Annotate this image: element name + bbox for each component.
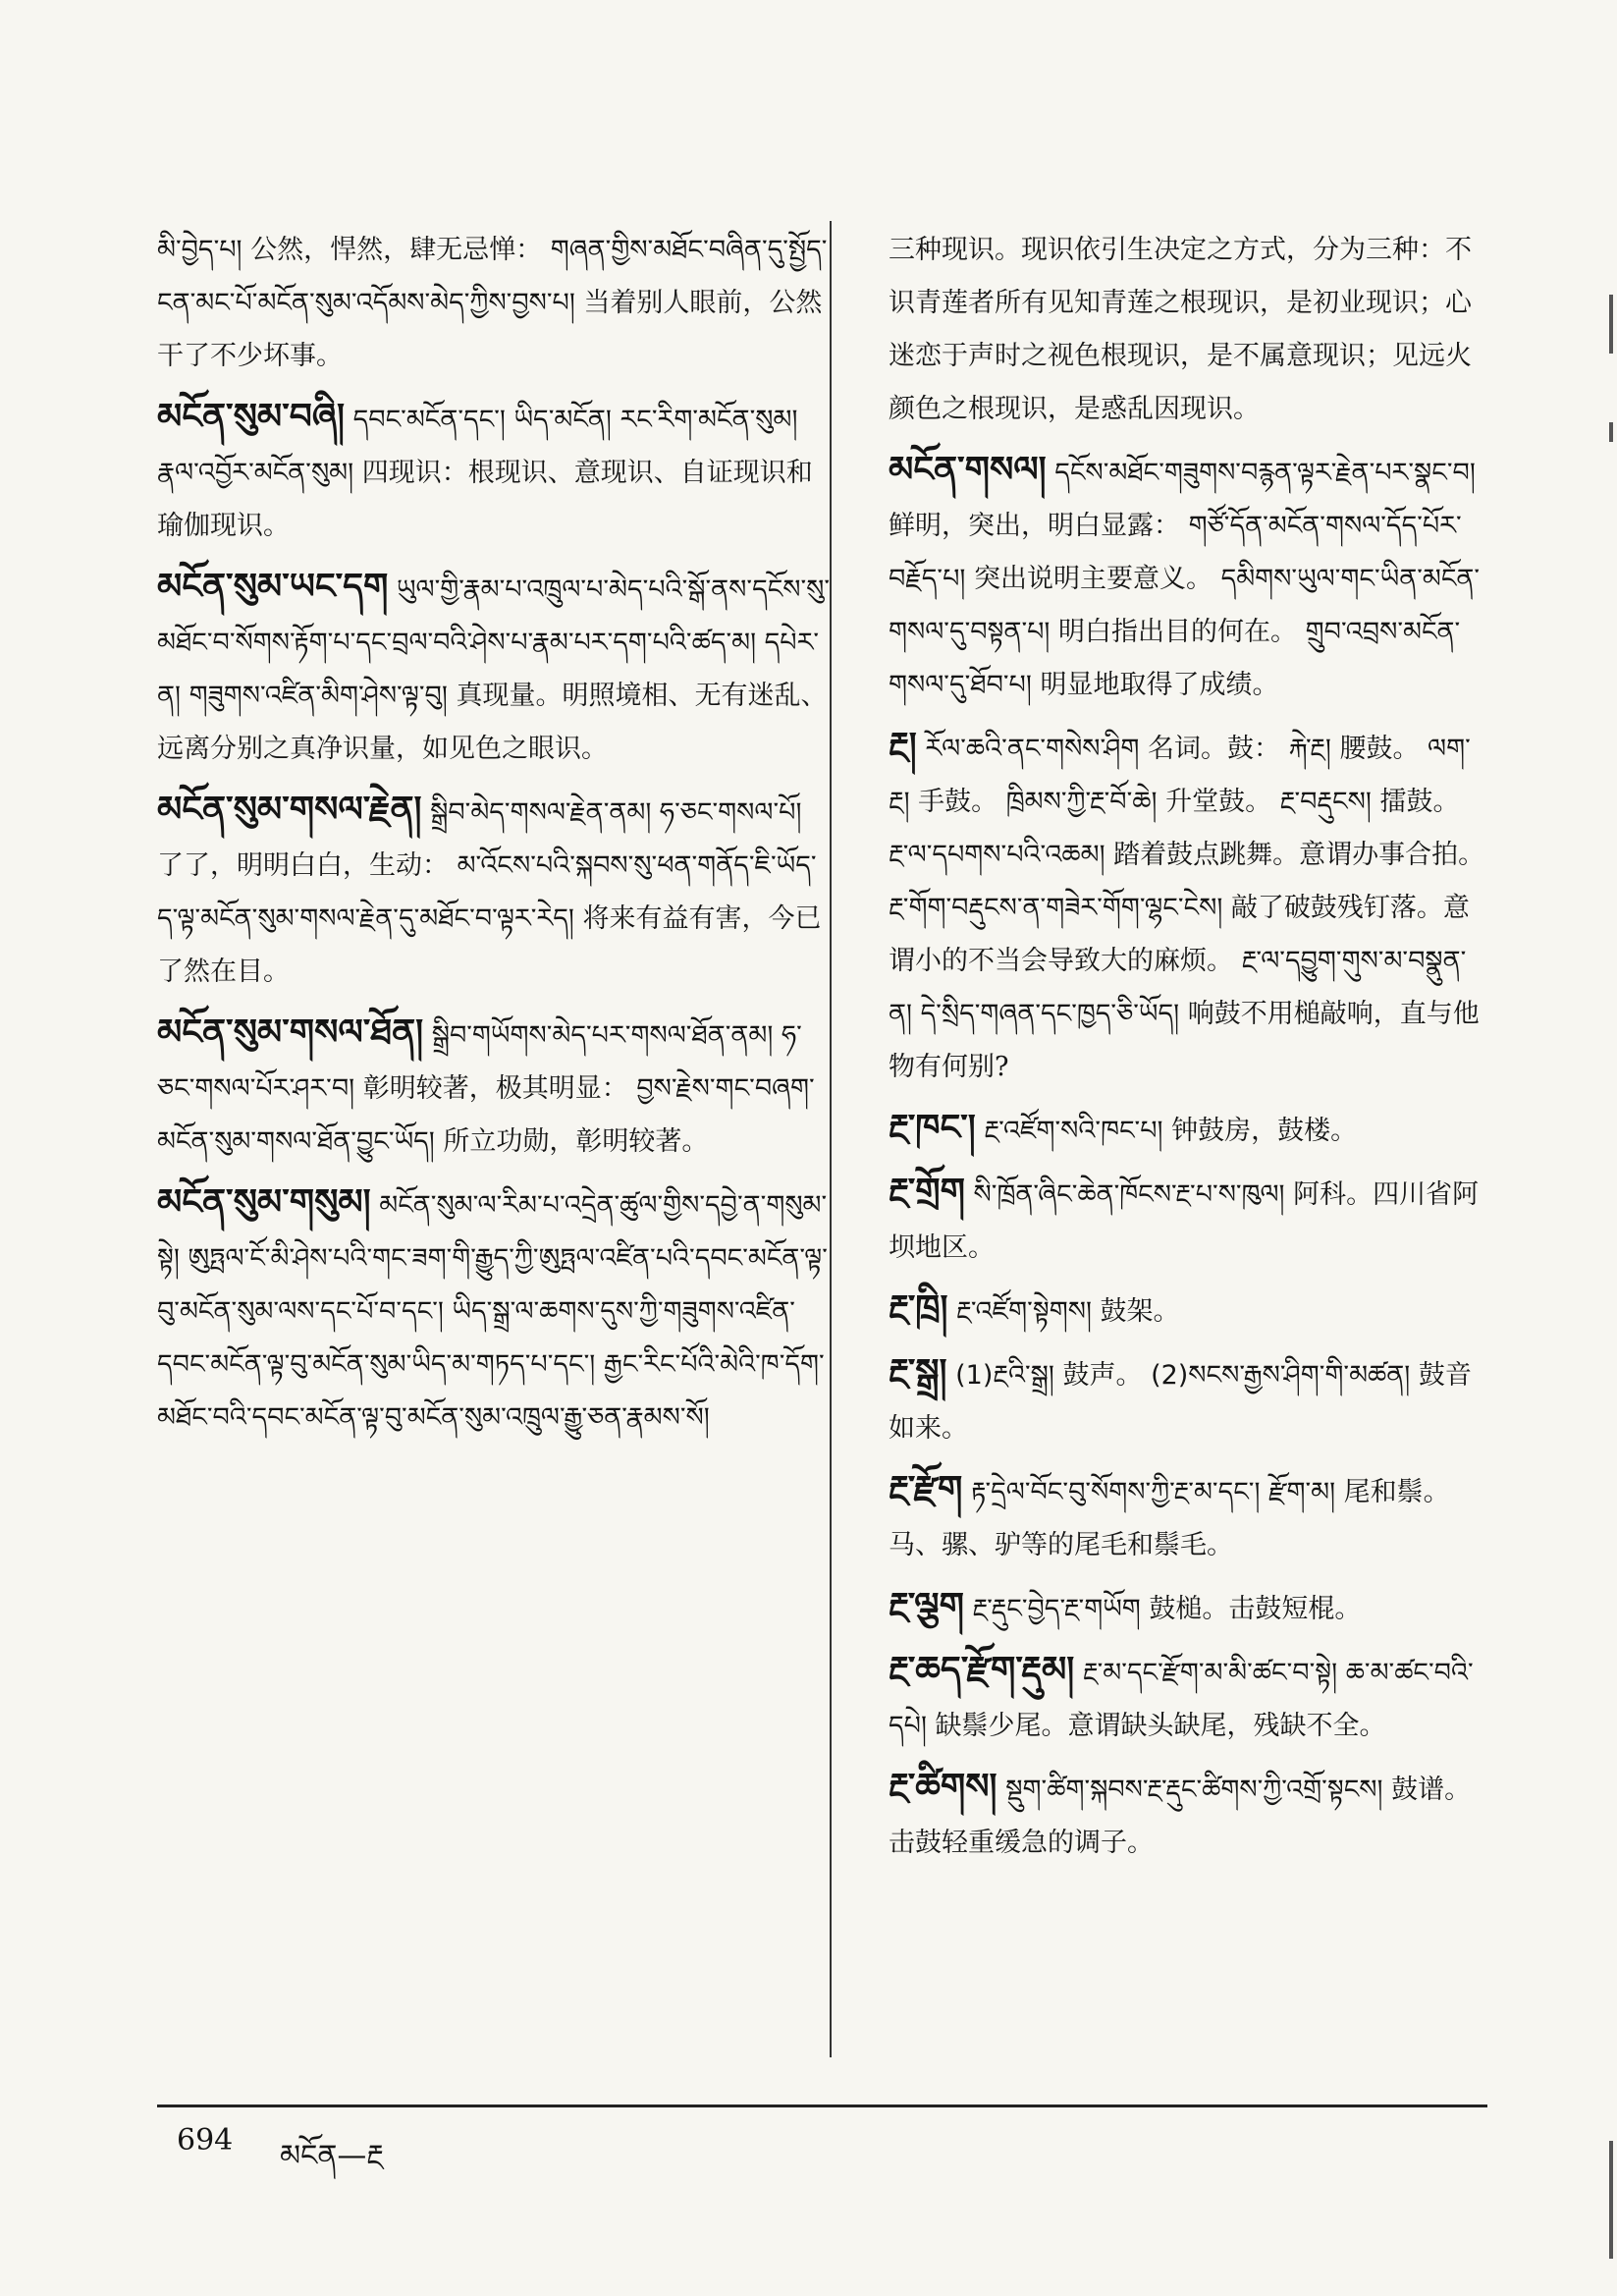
entry-tibetan-definition: (1)རྔའི་སྒྲ། <box>955 1360 1054 1391</box>
entry-example-tibetan: རྔ་བརྡུངས། <box>1279 787 1372 817</box>
entry-headword: རྔ། <box>889 726 917 766</box>
entry-example-chinese: 擂鼓。 <box>1379 787 1460 817</box>
entry-example-tibetan: ལག་རྔ། <box>889 734 1471 817</box>
entry-headword: མངོན་སུམ་བཞི། <box>157 397 346 437</box>
entry-chinese-definition: 名词。鼓： <box>1147 734 1280 764</box>
entry-tibetan-definition: ཡུལ་གྱི་རྣམ་པ་འཁྲུལ་པ་མེད་པའི་སྒོ་ནས་དངོས་སུ་མཐོང་བ་སོགས་རྟོག་པ་དང་བྲལ་བའི་ཤེས་པ་རྣམ་པར་དག་པའི་ཚད་མ། དཔེར་ན། གཟུགས་འཛིན་མིག་ཤེས་ལྟ་བུ། <box>157 574 831 711</box>
dictionary-entry <box>889 1346 1487 1455</box>
dictionary-entry <box>889 1102 1487 1158</box>
dictionary-entry <box>157 1007 835 1169</box>
dictionary-entry <box>889 1166 1487 1275</box>
entry-example-tibetan: མ་འོངས་པའི་སྐབས་སུ་ཕན་གནོད་ཇི་ཡོད་ད་ལྟ་མངོན་སུམ་གསལ་རྗེན་དུ་མཐོང་བ་ལྟར་རེད། <box>157 850 817 934</box>
running-head: མངོན—རྔ <box>280 2139 384 2173</box>
scan-mark <box>1609 2141 1613 2259</box>
dictionary-entry <box>889 1580 1487 1636</box>
entry-example-chinese: 踏着鼓点跳舞。意谓办事合拍。 <box>1113 840 1485 870</box>
entry-tibetan-definition: རྟ་དྲེལ་བོང་བུ་སོགས་ཀྱི་རྔ་མ་དང་། རྫོག་མ། <box>970 1477 1336 1507</box>
entry-example-chinese: 腰鼓。 <box>1339 734 1420 764</box>
entry-chinese-definition: 鼓架。 <box>1100 1296 1180 1327</box>
dictionary-entry <box>157 391 835 553</box>
entry-headword: མངོན་སུམ་གསལ་རྗེན། <box>157 790 422 830</box>
left-column <box>157 224 835 1452</box>
entry-chinese-definition: 鲜明，突出，明白显露： <box>889 511 1180 541</box>
entry-example-chinese: 鼓音如来。 <box>889 1360 1472 1444</box>
entry-example-tibetan: བྱས་རྗེས་གང་བཞག་མངོན་སུམ་གསལ་ཐོན་བྱུང་ཡོད། <box>157 1073 815 1157</box>
entry-example-chinese: 所立功勋，彰明较著。 <box>443 1126 709 1157</box>
dictionary-entry <box>889 444 1487 712</box>
entry-chinese-definition: 彰明较著，极其明显： <box>362 1073 628 1104</box>
entry-tibetan-definition: སྡུག་ཚིག་སྐབས་རྔ་རྡུང་ཚིགས་ཀྱི་འགྲོ་སྟངས། <box>1005 1775 1383 1805</box>
page-number: 694 <box>177 2123 234 2158</box>
entry-headword: རྔ་ཆད་རྫོག་རྡུམ། <box>889 1650 1075 1690</box>
continued-tibetan: མི་བྱེད་པ། <box>157 235 243 265</box>
entry-tibetan-definition: སི་ཁྲོན་ཞིང་ཆེན་ཁོངས་རྔ་པ་ས་ཁུལ། <box>973 1179 1285 1210</box>
entry-headword: མངོན་སུམ་གསལ་ཐོན། <box>157 1012 424 1053</box>
continued-entry <box>889 224 1487 436</box>
entry-tibetan-definition: སྒྲིབ་གཡོགས་མེད་པར་གསལ་ཐོན་ནམ། ཧ་ཅང་གསལ་པོར་ཤར་བ། <box>157 1020 802 1104</box>
continued-example-chinese: 当着别人眼前，公然干了不少坏事。 <box>157 288 823 371</box>
dictionary-entry <box>157 561 835 776</box>
dictionary-entry <box>157 784 835 999</box>
entry-tibetan-definition: མངོན་སུམ་ལ་རིམ་པ་འདྲེན་ཚུལ་གྱིས་དབྱེ་ན་གསུམ་སྟེ། ཨུཏྤལ་ངོ་མི་ཤེས་པའི་གང་ཟག་གི་རྒྱུད་ཀྱི་ཨུཏྤལ་འཛིན་པའི་དབང་མངོན་ལྟ་བུ་མངོན་སུམ་ལས་དང་པོ་བ་དང་། ཡིད་སྒྲ་ལ་ཆགས་དུས་ཀྱི་གཟུགས་འཛིན་དབང་མངོན་ལྟ་བུ་མངོན་སུམ་ཡིད་མ་གཏད་པ་དང་། རྒྱང་རིང་པོའི་མེའི་ཁ་དོག་མཐོང་བའི་དབང་མངོན་ལྟ་བུ་མངོན་སུམ་འཁྲུལ་རྒྱུ་ཅན་རྣམས་སོ། <box>157 1190 828 1433</box>
dictionary-entry <box>889 720 1487 1094</box>
footer-rule <box>157 2105 1487 2107</box>
entry-example-chinese: 将来有益有害，今已了然在目。 <box>157 903 822 987</box>
entry-tibetan-definition: རྔ་འཛོག་སའི་ཁང་པ། <box>984 1116 1163 1146</box>
entry-example-tibetan: གྲུབ་འབྲས་མངོན་གསལ་དུ་ཐོབ་པ། <box>889 617 1461 700</box>
entry-example-chinese: 突出说明主要意义。 <box>973 564 1213 594</box>
entry-headword: རྔ་ཁང་། <box>889 1108 976 1148</box>
continued-chinese: 公然，悍然，肆无忌惮： <box>250 235 543 265</box>
entry-example-chinese: 手鼓。 <box>918 787 998 817</box>
entry-headword: མངོན་སུམ་ཡང་དག <box>157 567 389 607</box>
entry-example-tibetan: དམིགས་ཡུལ་གང་ཡིན་མངོན་གསལ་དུ་བསྟན་པ། <box>889 564 1481 647</box>
entry-tibetan-definition: རོལ་ཆའི་ནང་གསེས་ཤིག <box>925 734 1140 764</box>
entry-headword: རྔ་ཁྲི། <box>889 1288 948 1329</box>
entry-chinese-definition: 四现识：根现识、意现识、自证现识和瑜伽现识。 <box>157 458 813 541</box>
entry-chinese-definition: 鼓谱。击鼓轻重缓急的调子。 <box>889 1775 1472 1858</box>
entry-headword: རྔ་ཚིགས། <box>889 1767 997 1807</box>
dictionary-entry <box>889 1463 1487 1572</box>
entry-headword: རྔ་གྲོག <box>889 1172 965 1212</box>
entry-chinese-definition: 真现量。明照境相、无有迷乱、远离分别之真净识量，如见色之眼识。 <box>157 681 828 764</box>
entry-tibetan-definition: དངོས་མཐོང་གཟུགས་བརྙན་ལྟར་རྗེན་པར་སྣང་བ། <box>1054 458 1476 488</box>
scan-mark <box>1609 295 1613 354</box>
entry-headword: རྔ་རྫོག <box>889 1469 963 1509</box>
entry-example-tibetan: གཙོ་དོན་མངོན་གསལ་དོད་པོར་བརྗོད་པ། <box>889 511 1462 594</box>
entry-example-chinese: 明显地取得了成绩。 <box>1040 670 1279 700</box>
entry-tibetan-definition: དབང་མངོན་དང་། ཡིད་མངོན། རང་རིག་མངོན་སུམ། རྣལ་འབྱོར་མངོན་སུམ། <box>157 405 798 488</box>
entry-example-chinese: 敲了破鼓残钉落。意谓小的不当会导致大的麻烦。 <box>889 893 1470 976</box>
right-column <box>889 224 1487 1878</box>
entry-tibetan-definition: རྔ་འཛོག་སྟེགས། <box>956 1296 1092 1327</box>
entry-example-tibetan: རྔ་ལ་དབྱུག་གུས་མ་བསྣུན་ན། དེ་སྲིད་གཞན་དང་ཁྱད་ཅི་ཡོད། <box>889 946 1467 1029</box>
entry-example-tibetan: རྐེ་རྔ། <box>1288 734 1331 764</box>
entry-headword: རྔ་སྒྲ། <box>889 1352 947 1393</box>
entry-chinese-definition: 钟鼓房，鼓楼。 <box>1171 1116 1358 1146</box>
entry-example-tibetan: ཁྲིམས་ཀྱི་རྔ་བོ་ཆེ། <box>1005 787 1158 817</box>
entry-chinese-definition: 阿科。四川省阿坝地区。 <box>889 1179 1480 1263</box>
entry-tibetan-definition: རྔ་རྡུང་བྱེད་རྔ་གཡོག <box>972 1594 1141 1624</box>
scan-mark <box>1609 422 1613 442</box>
entry-example-tibetan: རྔ་གོག་བརྡུངས་ན་གཟེར་གོག་ལྷང་ངེས། <box>889 893 1223 923</box>
entry-chinese-definition: 鼓槌。击鼓短棍。 <box>1149 1594 1362 1624</box>
continued-example-tibetan: གཞན་གྱིས་མཐོང་བཞིན་དུ་སྤྱོད་ངན་མང་པོ་མངོན་སུམ་འདོམས་མེད་ཀྱིས་བྱས་པ། <box>157 235 828 318</box>
entry-tibetan-definition: རྔ་མ་དང་རྫོག་མ་མི་ཚང་བ་སྟེ། ཆ་མ་ཚང་བའི་དཔེ། <box>889 1658 1474 1741</box>
entry-headword: མངོན་གསལ། <box>889 450 1047 490</box>
entry-example-chinese: 升堂鼓。 <box>1165 787 1272 817</box>
scan-edge-marks <box>1607 0 1613 2296</box>
dictionary-entry <box>889 1283 1487 1339</box>
dictionary-entry <box>889 1644 1487 1753</box>
dictionary-entry <box>889 1761 1487 1870</box>
entry-example-tibetan: རྔ་ལ་དཔགས་པའི་འཆམ། <box>889 840 1105 870</box>
entry-chinese-definition: 了了，明明白白，生动： <box>157 850 449 881</box>
entry-example-chinese: 响鼓不用槌敲响，直与他物有何别? <box>889 999 1480 1082</box>
continued-chinese: 三种现识。现识依引生决定之方式，分为三种：不识青莲者所有见知青莲之根现识，是初业现识；心迷恋于声时之视色根现识，是不属意现识；见远火颜色之根现识，是惑乱因现识。 <box>889 235 1472 424</box>
column-divider <box>830 221 832 2057</box>
entry-chinese-definition: 缺鬃少尾。意谓缺头缺尾，残缺不全。 <box>935 1711 1386 1741</box>
entry-tibetan-definition: སྒྲིབ་མེད་གསལ་རྗེན་ནམ། ཧ་ཅང་གསལ་པོ། <box>430 797 802 828</box>
continued-entry <box>157 224 835 383</box>
entry-headword: མངོན་སུམ་གསུམ། <box>157 1182 371 1223</box>
entry-example-chinese: 明白指出目的何在。 <box>1058 617 1298 647</box>
entry-headword: རྔ་ལྕག <box>889 1586 964 1626</box>
entry-chinese-definition: 尾和鬃。马、骡、驴等的尾毛和鬃毛。 <box>889 1477 1450 1560</box>
entry-chinese-definition: 鼓声。 <box>1062 1360 1143 1391</box>
entry-example-tibetan: (2)སངས་རྒྱས་ཤིག་གི་མཚན། <box>1151 1360 1411 1391</box>
dictionary-entry <box>157 1176 835 1445</box>
